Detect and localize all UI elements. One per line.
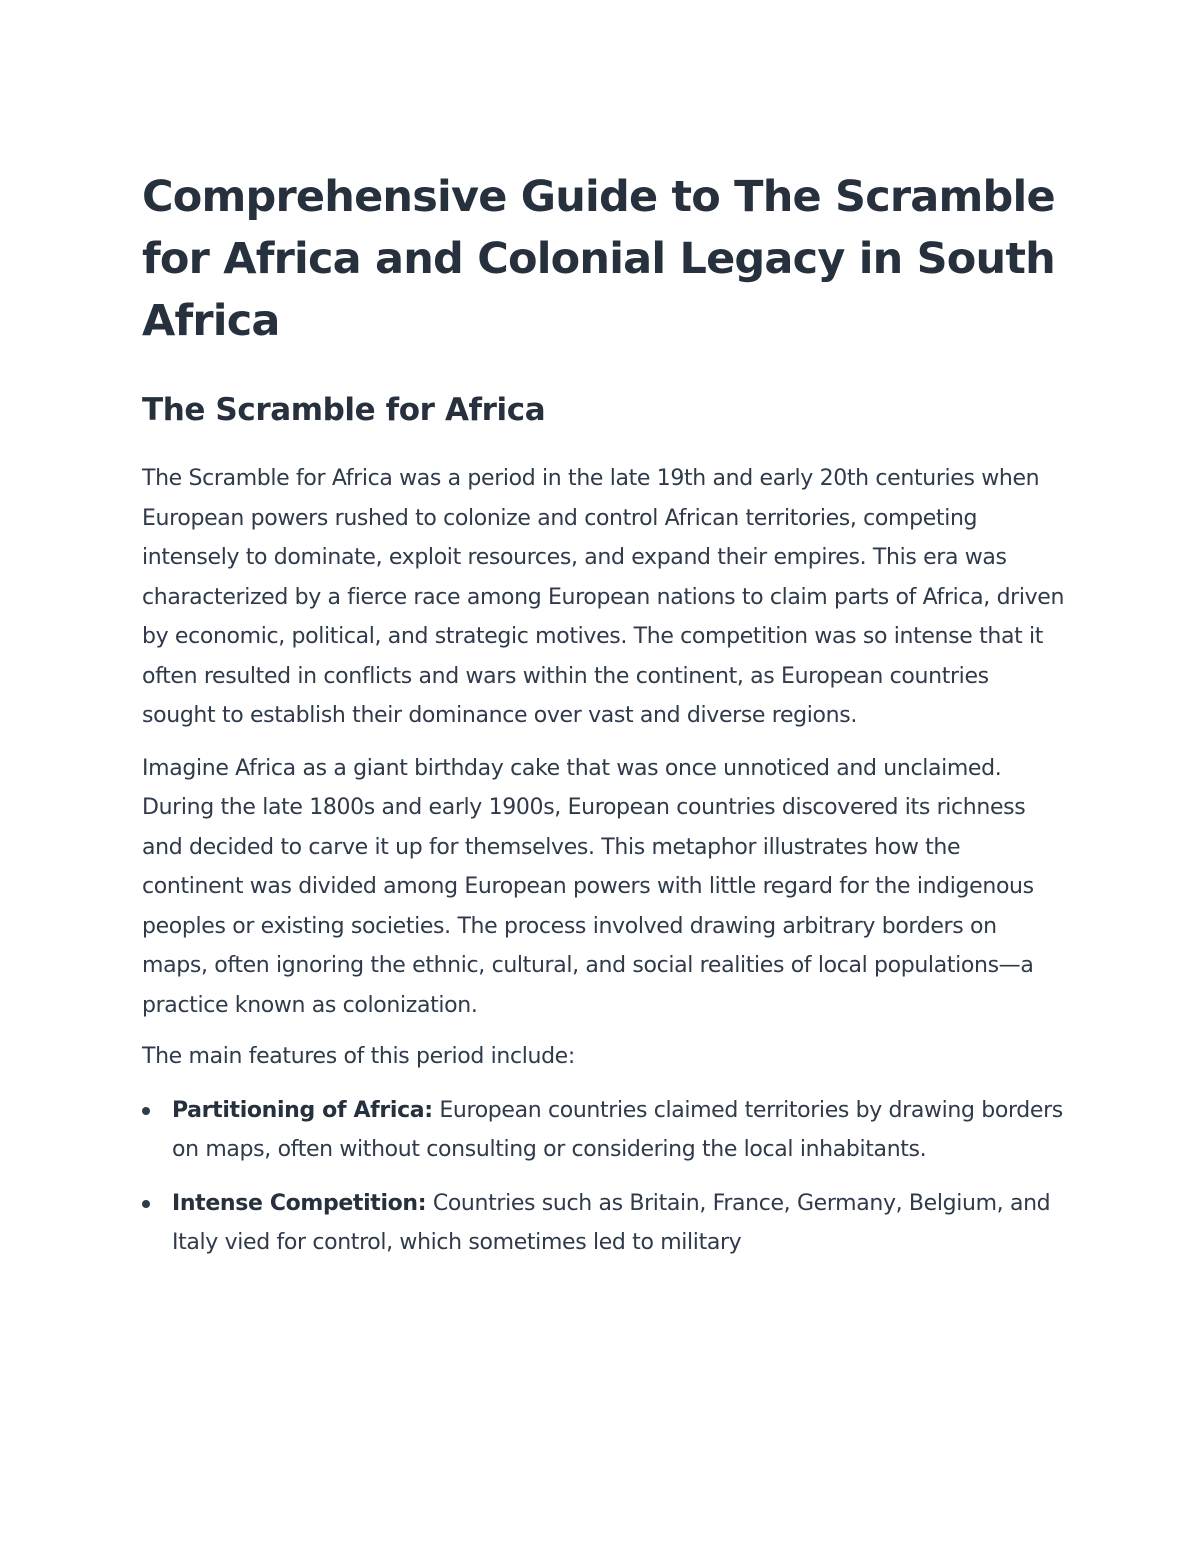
paragraph-1: The Scramble for Africa was a period in the late 19th and early 20th centuries when European powers rushed to colonize and control African territories, competing intensely to dominate, exploit resources, and expand their empires. This era was characterized by a fierce race among European nations to claim parts of Africa, driven by economic, political, and strategic motives. The competition was so intense that it often resulted in conflicts and wars within the continent, as European countries sought to establish their dominance over vast and diverse regions. xyxy=(142,466,1065,728)
list-item xyxy=(142,1091,1067,1170)
list-item-term: Partitioning of Africa: xyxy=(172,1097,433,1123)
list-item xyxy=(142,1184,1067,1263)
paragraph-2: Imagine Africa as a giant birthday cake that was once unnoticed and unclaimed. During the late 1800s and early 1900s, European countries discovered its richness and decided to carve it up for themselves. This metaphor illustrates how the continent was divided among European powers with little regard for the indigenous peoples or existing societies. The process involved drawing arbitrary borders on maps, often ignoring the ethnic, cultural, and social realities of local populations—a practice known as colonization. xyxy=(142,755,1034,1018)
bullet-icon xyxy=(142,1200,150,1208)
section-heading: The Scramble for Africa xyxy=(142,392,546,428)
bullet-icon xyxy=(142,1107,150,1115)
list-item-text: European countries claimed territories by drawing borders on maps, often without consulting or considering the local inhabitants. xyxy=(172,1097,1063,1162)
list-item-term: Intense Competition: xyxy=(172,1190,427,1216)
list-item-text: Countries such as Britain, France, Germany, Belgium, and Italy vied for control, which sometimes led to military xyxy=(172,1190,1051,1255)
document-title: Comprehensive Guide to The Scramble for Africa and Colonial Legacy in South Africa xyxy=(142,172,1055,346)
paragraph-3: The main features of this period include: xyxy=(142,1044,575,1069)
features-list xyxy=(142,1091,1067,1263)
document-page xyxy=(142,166,1067,1277)
